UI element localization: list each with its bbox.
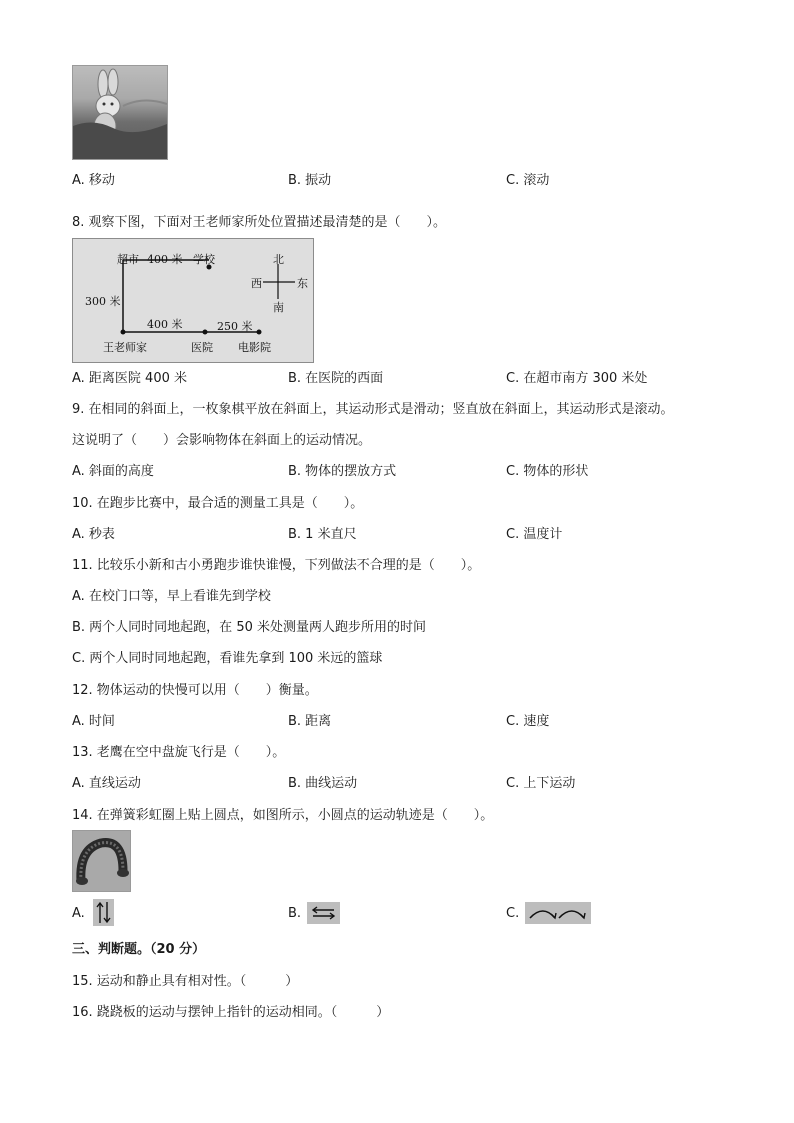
slinky-drawing [73,831,130,891]
q8-question: 8. 观察下图，下面对王老师家所处位置描述最清楚的是（ ）。 [72,215,447,230]
compass-north: 北 [273,253,284,266]
q11-question: 11. 比较乐小新和古小勇跑步谁快谁慢，下列做法不合理的是（ ）。 [72,558,481,573]
q10-option-b[interactable]: B. 1 米直尺 [288,527,357,542]
q13-option-c[interactable]: C. 上下运动 [506,776,576,791]
rabbit-picture [72,65,168,160]
slinky-picture [72,830,131,892]
rabbit-drawing [73,66,167,159]
location-map [72,238,314,363]
q8-option-c[interactable]: C. 在超市南方 300 米处 [506,371,648,386]
q11-option-c[interactable]: C. 两个人同时同地起跑，看谁先拿到 100 米远的篮球 [72,651,383,666]
map-label-home: 王老师家 [103,341,147,354]
q14-question: 14. 在弹簧彩虹圈上贴上圆点，如图所示，小圆点的运动轨迹是（ ）。 [72,808,494,823]
q9-question-line2: 这说明了（ ）会影响物体在斜面上的运动情况。 [72,433,372,448]
q8-option-b[interactable]: B. 在医院的西面 [288,371,384,386]
q14-option-b[interactable]: B. [288,906,302,921]
q9-question-line1: 9. 在相同的斜面上，一枚象棋平放在斜面上，其运动形式是滑动；竖直放在斜面上，其运动形式是滚动。 [72,402,674,417]
compass-south: 南 [273,301,284,314]
q15-question: 15. 运动和静止具有相对性。（ ） [72,974,299,989]
q10-option-a[interactable]: A. 秒表 [72,527,115,542]
q16-question: 16. 跷跷板的运动与摆钟上指针的运动相同。（ ） [72,1005,390,1020]
q13-option-b[interactable]: B. 曲线运动 [288,776,358,791]
q9-option-b[interactable]: B. 物体的摆放方式 [288,464,397,479]
map-label-bottom-distance-1: 400 米 [147,318,183,331]
map-label-school: 学校 [193,253,215,266]
map-label-hospital: 医院 [191,341,213,354]
q12-question: 12. 物体运动的快慢可以用（ ）衡量。 [72,683,318,698]
vertical-arrows-icon[interactable] [93,899,114,926]
q7-option-b[interactable]: B. 振动 [288,173,332,188]
q10-question: 10. 在跑步比赛中，最合适的测量工具是（ ）。 [72,496,364,511]
map-label-left-distance: 300 米 [85,295,121,308]
q9-option-a[interactable]: A. 斜面的高度 [72,464,154,479]
map-label-top-distance: 400 米 [147,253,183,266]
q13-question: 13. 老鹰在空中盘旋飞行是（ ）。 [72,745,286,760]
q12-option-a[interactable]: A. 时间 [72,714,115,729]
q13-option-a[interactable]: A. 直线运动 [72,776,141,791]
q7-option-a[interactable]: A. 移动 [72,173,115,188]
q14-option-a[interactable]: A. [72,906,85,921]
compass-west: 西 [251,277,262,290]
map-label-cinema: 电影院 [238,341,271,354]
map-label-bottom-distance-2: 250 米 [217,320,253,333]
q7-option-c[interactable]: C. 滚动 [506,173,550,188]
q11-option-b[interactable]: B. 两个人同时同地起跑，在 50 米处测量两人跑步所用的时间 [72,620,426,635]
map-label-supermarket: 超市 [117,253,139,266]
section3-heading: 三、判断题。（20 分） [72,942,206,957]
q14-option-c[interactable]: C. [506,906,520,921]
horizontal-arrows-icon[interactable] [307,902,340,924]
arc-arrows-icon[interactable] [525,902,591,924]
q11-option-a[interactable]: A. 在校门口等，早上看谁先到学校 [72,589,271,604]
q8-option-a[interactable]: A. 距离医院 400 米 [72,371,188,386]
compass-east: 东 [297,277,308,290]
q12-option-b[interactable]: B. 距离 [288,714,332,729]
q10-option-c[interactable]: C. 温度计 [506,527,563,542]
q9-option-c[interactable]: C. 物体的形状 [506,464,589,479]
q12-option-c[interactable]: C. 速度 [506,714,550,729]
